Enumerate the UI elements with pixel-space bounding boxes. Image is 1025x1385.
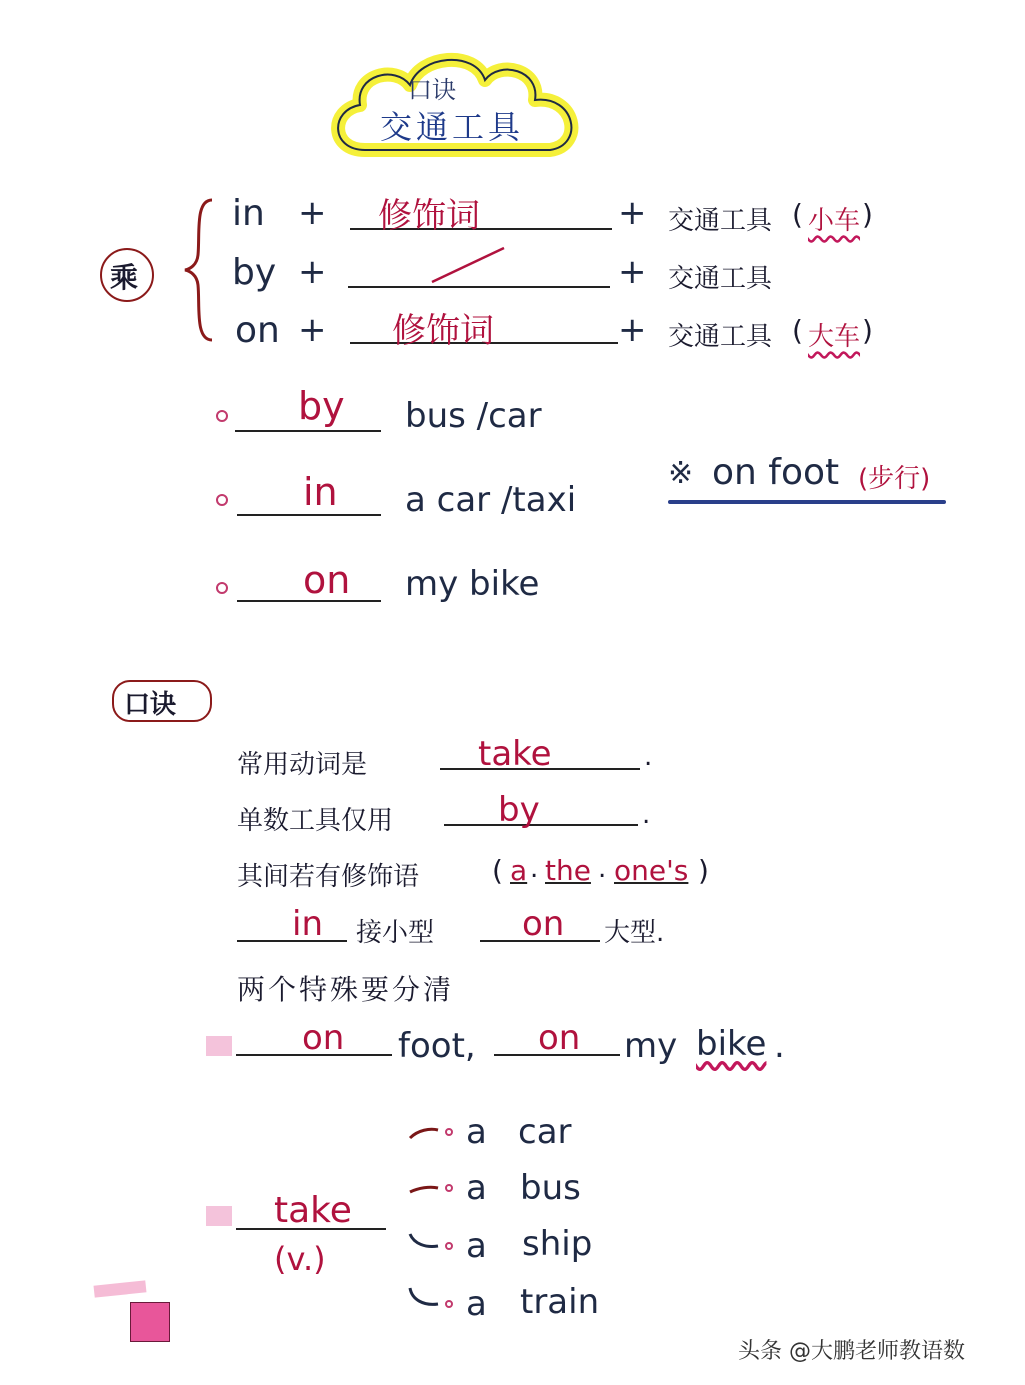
row1-plus1: + [298, 193, 327, 233]
koujue-line6-bike: bike [696, 1024, 767, 1064]
example2-text: a car /taxi [405, 480, 577, 520]
take-connectors [404, 1110, 464, 1320]
take-highlight [206, 1206, 232, 1226]
koujue-line1-answer: take [478, 734, 552, 774]
example1-bullet [216, 410, 228, 422]
koujue-line6-end: . [774, 1026, 785, 1066]
circle-char: 乘 [110, 261, 139, 294]
koujue-line6-my: my [624, 1026, 678, 1066]
koujue-line4-answer2: on [522, 904, 565, 944]
koujue-line6-answer1: on [302, 1018, 345, 1058]
koujue-line1-end: . [644, 742, 653, 772]
row1-paren-close: ) [862, 198, 873, 231]
koujue-line4-answer1: in [292, 904, 323, 944]
koujue-line3-the: the [545, 854, 591, 887]
koujue-line2-blank [444, 824, 638, 826]
example3-text: my bike [405, 564, 540, 604]
koujue-line3-ones: one's [614, 854, 689, 887]
example2-blank-line [237, 514, 381, 516]
koujue-line2-answer: by [498, 790, 540, 830]
koujue-line2-end: . [642, 800, 651, 830]
row3-plus2: + [618, 310, 647, 350]
pink-highlight-stroke [94, 1280, 147, 1297]
pink-square [130, 1302, 170, 1342]
row1-note: 小车 [808, 206, 861, 236]
row1-plus2: + [618, 193, 647, 233]
koujue-line5: 两个特殊要分清 [237, 973, 455, 1006]
koujue-line3-sep1: . [530, 854, 539, 884]
koujue-line3-prefix: 其间若有修饰语 [237, 862, 420, 892]
example2-answer: in [303, 470, 338, 514]
row2-plus2: + [618, 252, 647, 292]
koujue-line3-close: ) [698, 854, 709, 887]
take-item1-article: a [466, 1112, 487, 1152]
curly-brace [180, 195, 220, 345]
cloud-title-line2: 交通工具 [380, 108, 525, 146]
row3-blank-answer: 修饰词 [392, 311, 494, 351]
koujue-line4-mid: 接小型 [356, 918, 435, 948]
koujue-line4-end: 大型. [604, 918, 665, 948]
take-pos: (v.) [274, 1240, 326, 1278]
foot-note-underline [668, 500, 946, 504]
take-item4-article: a [466, 1284, 487, 1324]
row2-slash-mark [430, 244, 510, 284]
example3-bullet [216, 582, 228, 594]
row2-plus1: + [298, 252, 327, 292]
cloud-title-line1: 口诀 [408, 76, 456, 104]
foot-note-text: on foot [712, 452, 840, 493]
koujue-line6-highlight [206, 1036, 232, 1056]
row3-paren-close: ) [862, 314, 873, 347]
koujue-line6-answer2: on [538, 1018, 581, 1058]
foot-note-paren: (步行) [858, 464, 931, 494]
take-item3-noun: ship [522, 1224, 593, 1264]
watermark: 头条 @大鹏老师教语数 [738, 1339, 965, 1364]
row3-prep: on [235, 310, 280, 351]
row3-plus1: + [298, 310, 327, 350]
take-item3-article: a [466, 1226, 487, 1266]
row3-note: 大车 [808, 322, 861, 352]
example3-answer: on [303, 558, 351, 602]
koujue-line2-prefix: 单数工具仅用 [237, 806, 394, 836]
example1-blank-line [235, 430, 381, 432]
row2-prep: by [232, 252, 277, 293]
example2-bullet [216, 494, 228, 506]
koujue-line1-prefix: 常用动词是 [237, 750, 368, 780]
row1-prep: in [232, 193, 265, 234]
row1-blank-answer: 修饰词 [378, 196, 480, 236]
take-item2-article: a [466, 1168, 487, 1208]
koujue-line3-sep2: . [598, 854, 607, 884]
row1-tail: 交通工具 [668, 206, 773, 236]
koujue-line3-open: ( [492, 854, 503, 887]
foot-note-mark: ※ [668, 456, 694, 491]
row2-blank-line [348, 286, 610, 288]
koujue-badge-text: 口诀 [124, 690, 177, 720]
row3-paren-open: ( [792, 314, 803, 347]
row2-tail: 交通工具 [668, 264, 773, 294]
take-item2-noun: bus [520, 1168, 581, 1208]
take-item1-noun: car [518, 1112, 572, 1152]
koujue-line3-a: a [510, 854, 528, 887]
example1-text: bus /car [405, 396, 542, 436]
koujue-line6-mid: foot, [398, 1026, 476, 1066]
row1-paren-open: ( [792, 198, 803, 231]
take-item4-noun: train [520, 1282, 600, 1322]
take-verb: take [274, 1190, 352, 1231]
example1-answer: by [298, 384, 345, 428]
row3-tail: 交通工具 [668, 322, 773, 352]
